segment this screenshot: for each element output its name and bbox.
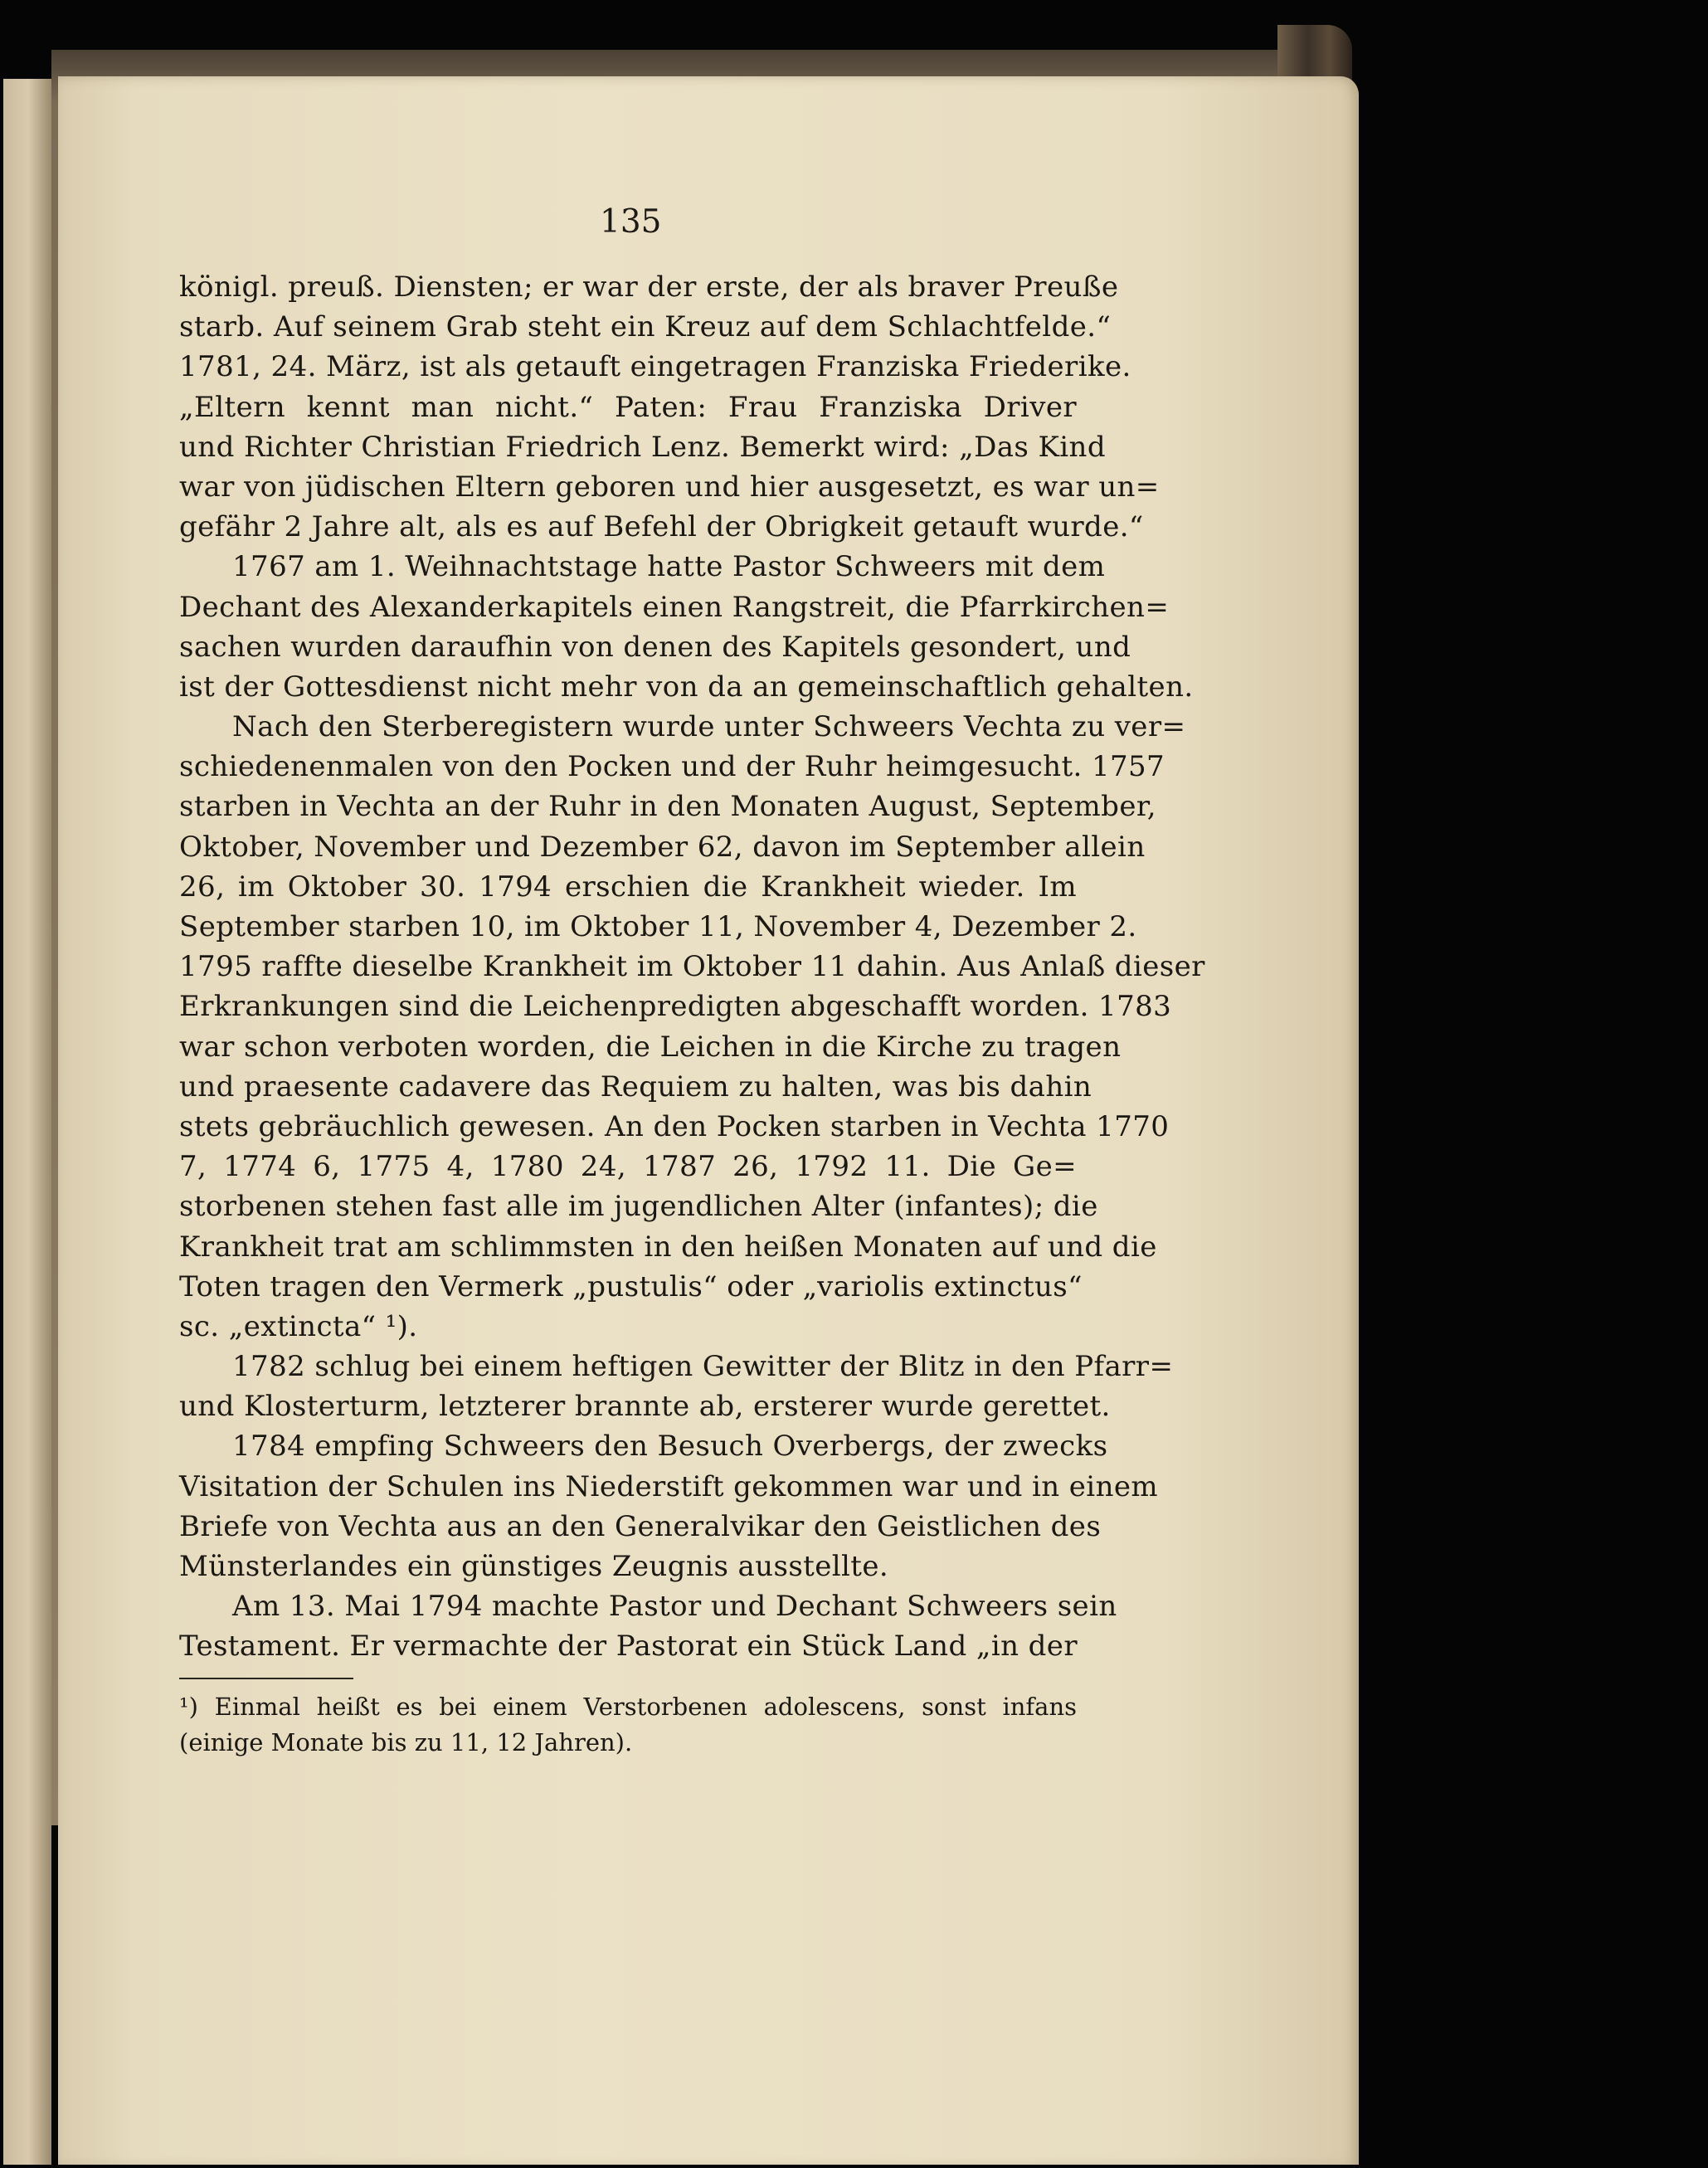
text-line: 7, 1774 6, 1775 4, 1780 24, 1787 26, 1792 11. Die Ge= — [179, 1150, 1077, 1184]
page-number: 135 — [600, 203, 662, 241]
text-line: und Richter Christian Friedrich Lenz. Bemerkt wird: „Das Kind — [179, 430, 1107, 464]
text-line: Nach den Sterberegistern wurde unter Schweers Vechta zu ver= — [232, 710, 1186, 744]
text-line: 1795 raffte dieselbe Krankheit im Oktober 11 dahin. Aus Anlaß dieser — [179, 950, 1205, 984]
footnote-line: (einige Monate bis zu 11, 12 Jahren). — [179, 1728, 633, 1756]
text-line: gefähr 2 Jahre alt, als es auf Befehl der Obrigkeit getauft wurde.“ — [179, 510, 1144, 544]
text-line: Briefe von Vechta aus an den Generalvikar den Geistlichen des — [179, 1509, 1102, 1543]
text-line: Testament. Er vermachte der Pastorat ein Stück Land „in der — [179, 1630, 1078, 1664]
text-line: September starben 10, im Oktober 11, November 4, Dezember 2. — [179, 910, 1137, 943]
text-line: 1767 am 1. Weihnachtstage hatte Pastor Schweers mit dem — [232, 550, 1106, 584]
text-line: „Eltern kennt man nicht.“ Paten: Frau Franziska Driver — [179, 390, 1077, 424]
footnote-line: ¹) Einmal heißt es bei einem Verstorbenen adolescens, sonst infans — [179, 1693, 1077, 1721]
body-text — [179, 267, 1205, 1667]
text-line: Visitation der Schulen ins Niederstift gekommen war und in einem — [179, 1469, 1159, 1503]
text-line: 1784 empfing Schweers den Besuch Overbergs, der zwecks — [232, 1430, 1108, 1464]
text-line: und praesente cadavere das Requiem zu halten, was bis dahin — [179, 1069, 1092, 1103]
text-line: 26, im Oktober 30. 1794 erschien die Krankheit wieder. Im — [179, 870, 1077, 904]
text-line: stets gebräuchlich gewesen. An den Pocken starben in Vechta 1770 — [179, 1109, 1170, 1143]
text-line: Oktober, November und Dezember 62, davon im September allein — [179, 830, 1146, 864]
text-line: starben in Vechta an der Ruhr in den Monaten August, September, — [179, 790, 1156, 824]
text-line: storbenen stehen fast alle im jugendlichen Alter (infantes); die — [179, 1190, 1098, 1224]
text-line: ist der Gottesdienst nicht mehr von da an gemeinschaftlich gehalten. — [179, 670, 1194, 704]
text-line: Münsterlandes ein günstiges Zeugnis ausstellte. — [179, 1550, 889, 1583]
text-line: war schon verboten worden, die Leichen in die Kirche zu tragen — [179, 1030, 1122, 1064]
text-line: schiedenenmalen von den Pocken und der Ruhr heimgesucht. 1757 — [179, 750, 1165, 784]
text-line: Toten tragen den Vermerk „pustulis“ oder „variolis extinctus“ — [179, 1269, 1083, 1303]
footnote-rule — [179, 1678, 353, 1679]
text-line: königl. preuß. Diensten; er war der erste, der als braver Preuße — [179, 270, 1119, 304]
footnotes — [179, 1689, 1077, 1761]
text-line: sc. „extincta“ ¹). — [179, 1309, 418, 1343]
text-line: starb. Auf seinem Grab steht ein Kreuz auf dem Schlachtfelde.“ — [179, 310, 1112, 344]
left-page-edge — [0, 79, 51, 2168]
text-line: 1782 schlug bei einem heftigen Gewitter der Blitz in den Pfarr= — [232, 1350, 1174, 1384]
text-line: und Klosterturm, letzterer brannte ab, ersterer wurde gerettet. — [179, 1390, 1111, 1424]
text-line: Am 13. Mai 1794 machte Pastor und Dechant Schweers sein — [232, 1590, 1117, 1624]
text-line: sachen wurden daraufhin von denen des Kapitels gesondert, und — [179, 630, 1131, 664]
text-line: Dechant des Alexanderkapitels einen Rangstreit, die Pfarrkirchen= — [179, 590, 1170, 624]
text-line: war von jüdischen Eltern geboren und hier ausgesetzt, es war un= — [179, 470, 1160, 504]
text-line: Krankheit trat am schlimmsten in den heißen Monaten auf und die — [179, 1230, 1157, 1264]
text-line: Erkrankungen sind die Leichenpredigten abgeschafft worden. 1783 — [179, 990, 1172, 1024]
text-line: 1781, 24. März, ist als getauft eingetragen Franziska Friederike. — [179, 350, 1131, 384]
